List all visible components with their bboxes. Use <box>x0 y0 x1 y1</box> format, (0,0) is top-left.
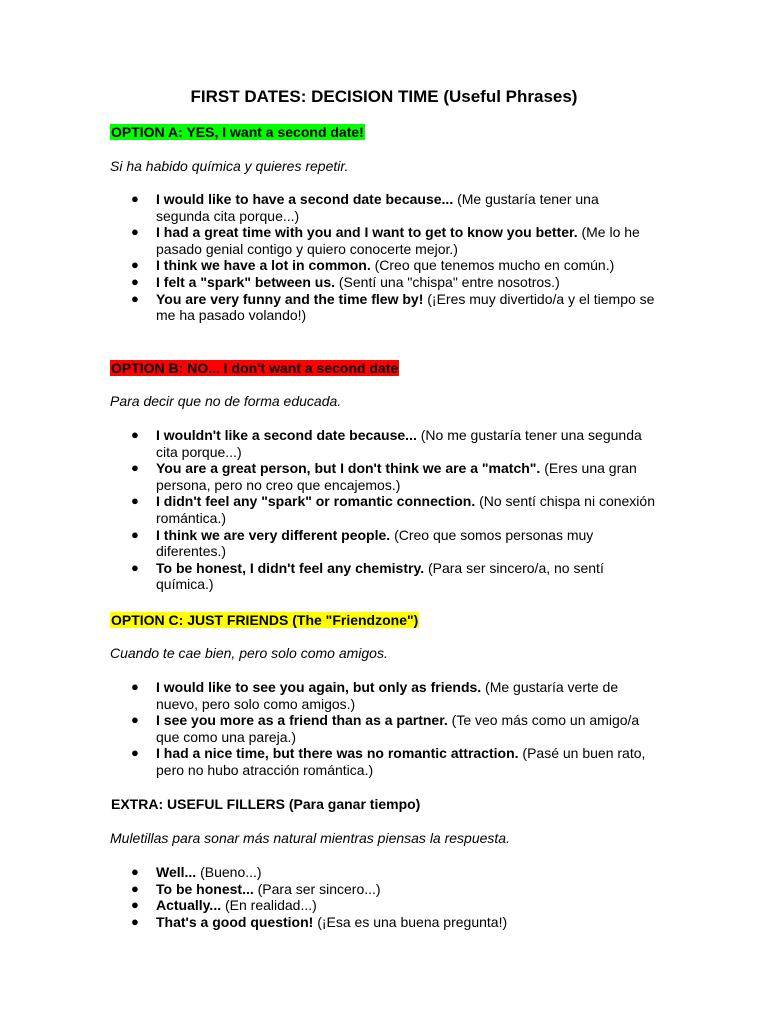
bullet-icon: ● <box>131 913 139 929</box>
heading-text: EXTRA: USEFUL FILLERS (Para ganar tiempo) <box>111 796 421 812</box>
list-item: ● I would like to see you again, but only as friends. (Me gustaría verte de nuevo, pero solo como amigos.) <box>131 679 619 712</box>
phrase-list-option-a <box>0 191 768 324</box>
bullet-icon: ● <box>131 427 139 442</box>
list-item: ● I see you more as a friend than as a partner. (Te veo más como un amigo/a que como una pareja.) <box>131 712 640 745</box>
heading-highlight: OPTION B: NO... I don't want a second date <box>111 360 399 376</box>
page-title: FIRST DATES: DECISION TIME (Useful Phrases) <box>190 87 578 106</box>
list-item: ● I think we are very different people. (Creo que somos personas muy diferentes.) <box>131 526 594 560</box>
heading-highlight: OPTION A: YES, I want a second date! <box>111 124 364 140</box>
bullet-icon: ● <box>131 864 139 879</box>
bullet-icon: ● <box>131 460 139 476</box>
list-item: ● To be honest, I didn't feel any chemistry. (Para ser sincero/a, no sentí química.) <box>131 559 604 593</box>
phrase-list-option-c <box>0 679 768 779</box>
bullet-icon: ● <box>131 559 139 575</box>
section-intro: Cuando te cae bien, pero solo como amigos. <box>110 645 388 661</box>
list-item: ● You are very funny and the time flew by! (¡Eres muy divertido/a y el tiempo se me ha pasado volando!) <box>131 290 655 324</box>
section-intro: Si ha habido química y quieres repetir. <box>110 158 349 174</box>
bullet-icon: ● <box>131 273 139 289</box>
list-item: ● I think we have a lot in common. (Creo que tenemos mucho en común.) <box>131 257 615 274</box>
section-intro: Para decir que no de forma educada. <box>110 393 342 409</box>
list-item: ● You are a great person, but I don't think we are a "match". (Eres una gran persona, pero no creo que encajemos.) <box>131 460 637 493</box>
section-heading-option-b <box>110 360 399 377</box>
section-intro: Muletillas para sonar más natural mientras piensas la respuesta. <box>110 830 510 846</box>
bullet-icon: ● <box>131 712 139 728</box>
list-item: ● I had a great time with you and I want to get to know you better. (Me lo he pasado genial contigo y quiero conocerte mejor.) <box>131 224 640 257</box>
list-item: ● I didn't feel any "spark" or romantic connection. (No sentí chispa ni conexión romántica.) <box>131 493 655 526</box>
heading-highlight: OPTION C: JUST FRIENDS (The "Friendzone") <box>111 612 419 628</box>
bullet-icon: ● <box>131 224 139 240</box>
bullet-icon: ● <box>131 679 139 694</box>
bullet-icon: ● <box>131 880 139 896</box>
list-item: ● To be honest... (Para ser sincero...) <box>131 880 381 897</box>
bullet-icon: ● <box>131 897 139 913</box>
bullet-icon: ● <box>131 526 139 542</box>
section-heading-option-c <box>110 612 419 629</box>
section-heading-option-a <box>110 124 365 141</box>
list-item: ● That's a good question! (¡Esa es una buena pregunta!) <box>131 913 508 930</box>
bullet-icon: ● <box>131 257 139 273</box>
phrase-list-extra <box>0 864 768 930</box>
list-item: ● Actually... (En realidad...) <box>131 897 317 914</box>
list-item: ● Well... (Bueno...) <box>131 864 262 880</box>
bullet-icon: ● <box>131 191 139 206</box>
section-heading-extra <box>110 796 421 813</box>
phrase-list-option-b <box>0 427 768 593</box>
list-item: ● I felt a "spark" between us. (Sentí una "chispa" entre nosotros.) <box>131 273 560 290</box>
list-item: ● I would like to have a second date because... (Me gustaría tener una segunda cita porque...) <box>131 191 599 224</box>
list-item: ● I had a nice time, but there was no romantic attraction. (Pasé un buen rato, pero no hubo atracción romántica.) <box>131 745 646 778</box>
bullet-icon: ● <box>131 745 139 761</box>
list-item: ● I wouldn't like a second date because... (No me gustaría tener una segunda cita porque...) <box>131 427 642 460</box>
bullet-icon: ● <box>131 290 139 306</box>
bullet-icon: ● <box>131 493 139 509</box>
